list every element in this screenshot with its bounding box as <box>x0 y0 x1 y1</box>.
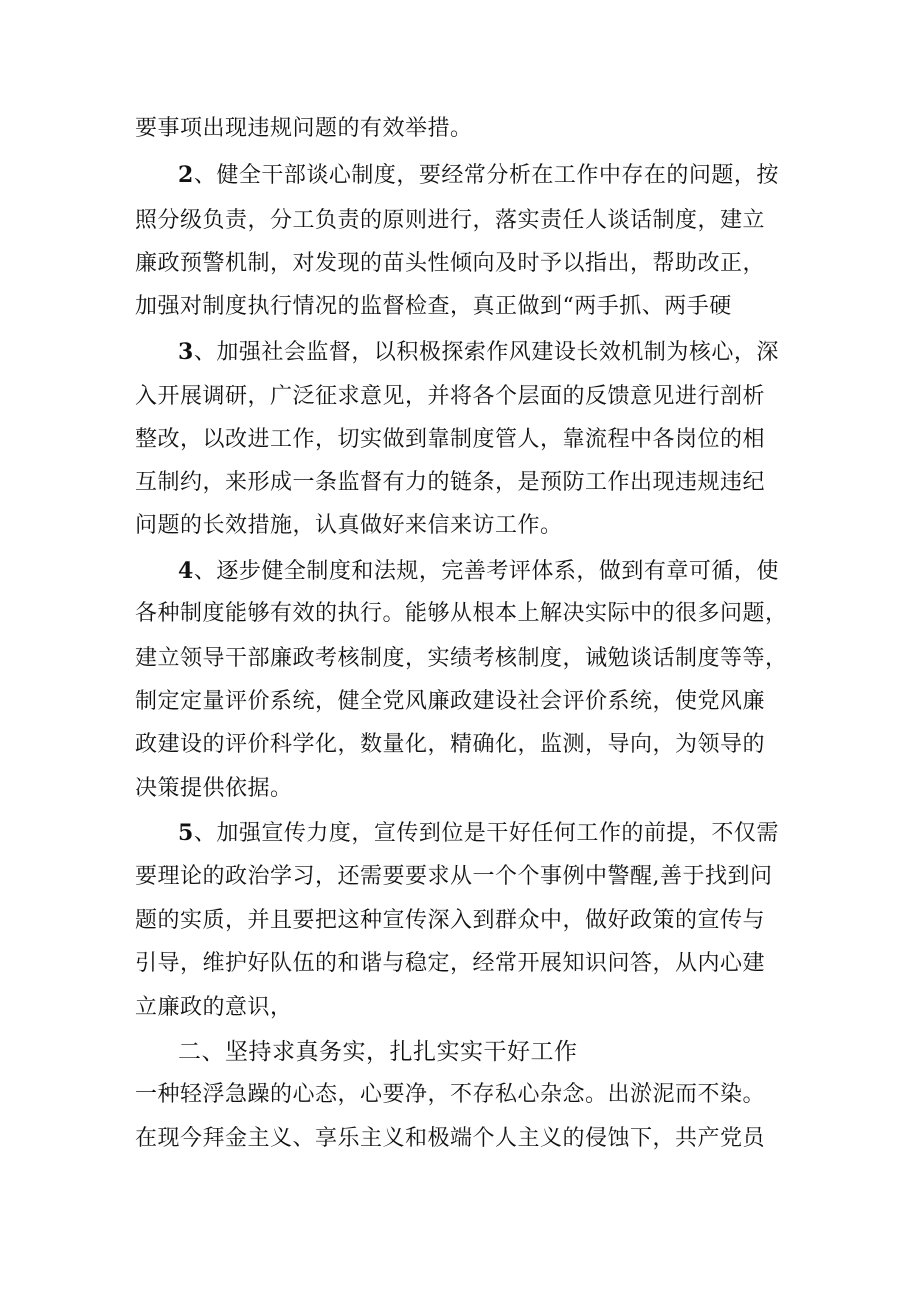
text-line: 政建设的评价科学化，数量化，精确化，监测，导向，为领导的 <box>135 732 766 757</box>
text-line: 互制约，来形成一条监督有力的链条，是预防工作出现违规违纪 <box>135 470 766 495</box>
section-heading: 二、坚持求真务实，扎扎实实干好工作 <box>178 1039 578 1065</box>
text-line: 照分级负责，分工负责的原则进行，落实责任人谈话制度，建立 <box>135 208 766 233</box>
text-line: 建立领导干部廉政考核制度，实绩考核制度，诫勉谈话制度等等， <box>135 646 788 671</box>
text-line: 入开展调研，广泛征求意见，并将各个层面的反馈意见进行剖析 <box>135 384 766 409</box>
paragraph-5-first-line: 5、加强宣传力度，宣传到位是干好任何工作的前提，不仅需 <box>178 820 779 846</box>
text-line: 在现今拜金主义、享乐主义和极端个人主义的侵蚀下，共产党员 <box>135 1126 766 1151</box>
item-number: 2 <box>178 162 194 188</box>
text-line: 加强对制度执行情况的监督检查，真正做到“两手抓、两手硬 <box>135 294 732 319</box>
item-number: 4 <box>178 558 194 584</box>
paragraph-2-first-line: 2、健全干部谈心制度，要经常分析在工作中存在的问题，按 <box>178 162 779 188</box>
text-line: 立廉政的意识， <box>135 995 293 1020</box>
item-number: 3 <box>178 339 194 365</box>
paragraph-4-first-line: 4、逐步健全制度和法规，完善考评体系，做到有章可循，使 <box>178 558 779 584</box>
text-line: 要事项出现违规问题的有效举措。 <box>135 116 473 141</box>
item-number: 5 <box>178 820 194 846</box>
text-line: 整改，以改进工作，切实做到靠制度管人，靠流程中各岗位的相 <box>135 427 766 452</box>
text-line: 各种制度能够有效的执行。能够从根本上解决实际中的很多问题， <box>135 601 788 626</box>
paragraph-3-first-line: 3、加强社会监督，以积极探索作风建设长效机制为核心，深 <box>178 339 779 365</box>
text-line: 问题的长效措施，认真做好来信来访工作。 <box>135 513 563 538</box>
text-line: 引导，维护好队伍的和谐与稳定，经常开展知识问答，从内心建 <box>135 951 766 976</box>
text-line: 题的实质，并且要把这种宣传深入到群众中，做好政策的宣传与 <box>135 908 766 933</box>
text-line: 要理论的政治学习，还需要要求从一个个事例中警醒,善于找到问 <box>135 864 773 889</box>
text-line: 一种轻浮急躁的心态，心要净，不存私心杂念。出淤泥而不染。 <box>135 1082 766 1107</box>
text-line: 决策提供依据。 <box>135 776 293 801</box>
text-line: 制定定量评价系统，健全党风廉政建设社会评价系统，使党风廉 <box>135 689 766 714</box>
text-line: 廉政预警机制，对发现的苗头性倾向及时予以指出，帮助改正， <box>135 251 766 276</box>
